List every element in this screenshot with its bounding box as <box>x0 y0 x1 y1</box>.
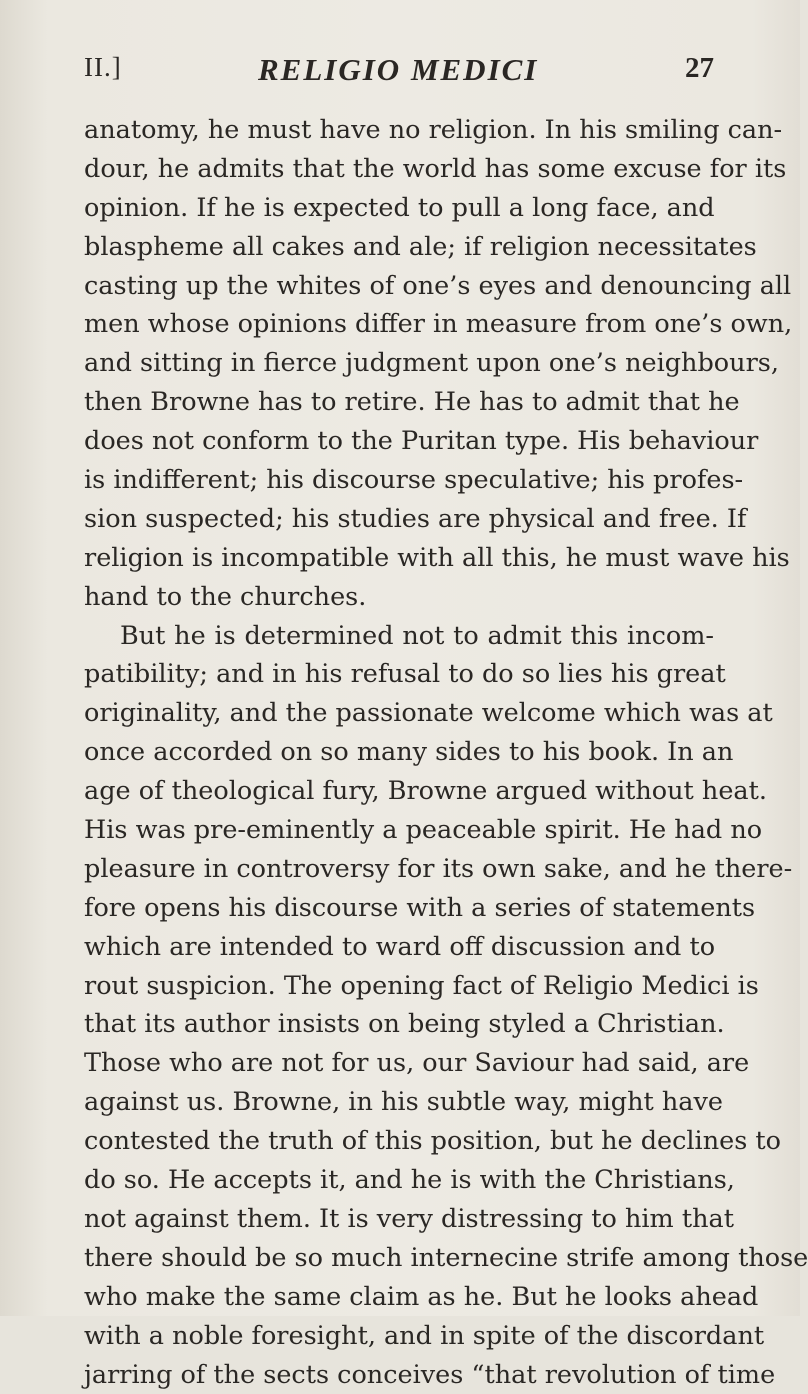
text-line: originality, and the passionate welcome which was at <box>84 694 714 733</box>
text-line: then Browne has to retire. He has to admit that he <box>84 383 714 422</box>
text-line: dour, he admits that the world has some excuse for its <box>84 150 714 189</box>
text-line: religion is incompatible with all this, he must wave his <box>84 539 714 578</box>
text-line: that its author insists on being styled a Christian. <box>84 1005 714 1044</box>
text-line: hand to the churches. <box>84 578 714 617</box>
text-line: there should be so much internecine strife among those <box>84 1239 714 1278</box>
text-line: Those who are not for us, our Saviour had said, are <box>84 1044 714 1083</box>
text-line: fore opens his discourse with a series of statements <box>84 889 714 928</box>
page-number: 27 <box>685 52 714 85</box>
text-line: not against them. It is very distressing to him that <box>84 1200 714 1239</box>
text-line: blaspheme all cakes and ale; if religion necessitates <box>84 228 714 267</box>
text-line: jarring of the sects conceives “that revolution of time <box>84 1356 714 1394</box>
text-line: with a noble foresight, and in spite of the discordant <box>84 1317 714 1356</box>
text-line: rout suspicion. The opening fact of Religio Medici is <box>84 967 714 1006</box>
paragraph-1 <box>84 111 714 617</box>
running-head <box>84 52 714 96</box>
text-line: once accorded on so many sides to his book. In an <box>84 733 714 772</box>
text-line: sion suspected; his studies are physical and free. If <box>84 500 714 539</box>
text-line: His was pre-eminently a peaceable spirit. He had no <box>84 811 714 850</box>
text-line: which are intended to ward off discussion and to <box>84 928 714 967</box>
book-title: RELIGIO MEDICI <box>258 52 538 88</box>
text-line: who make the same claim as he. But he looks ahead <box>84 1278 714 1317</box>
paragraph-2 <box>84 617 714 1394</box>
text-line: casting up the whites of one’s eyes and denouncing all <box>84 267 714 306</box>
text-line: is indifferent; his discourse speculative; his profes- <box>84 461 714 500</box>
text-line: But he is determined not to admit this incom- <box>84 617 714 656</box>
text-line: against us. Browne, in his subtle way, might have <box>84 1083 714 1122</box>
text-line: patibility; and in his refusal to do so lies his great <box>84 655 714 694</box>
text-line: men whose opinions differ in measure from one’s own, <box>84 305 714 344</box>
section-number: II.] <box>84 52 122 83</box>
text-line: anatomy, he must have no religion. In his smiling can- <box>84 111 714 150</box>
text-line: do so. He accepts it, and he is with the Christians, <box>84 1161 714 1200</box>
text-line: does not conform to the Puritan type. His behaviour <box>84 422 714 461</box>
text-line: pleasure in controversy for its own sake, and he there- <box>84 850 714 889</box>
text-line: opinion. If he is expected to pull a long face, and <box>84 189 714 228</box>
text-line: contested the truth of this position, but he declines to <box>84 1122 714 1161</box>
text-line: and sitting in fierce judgment upon one’s neighbours, <box>84 344 714 383</box>
body-text <box>84 111 714 1394</box>
text-line: age of theological fury, Browne argued without heat. <box>84 772 714 811</box>
